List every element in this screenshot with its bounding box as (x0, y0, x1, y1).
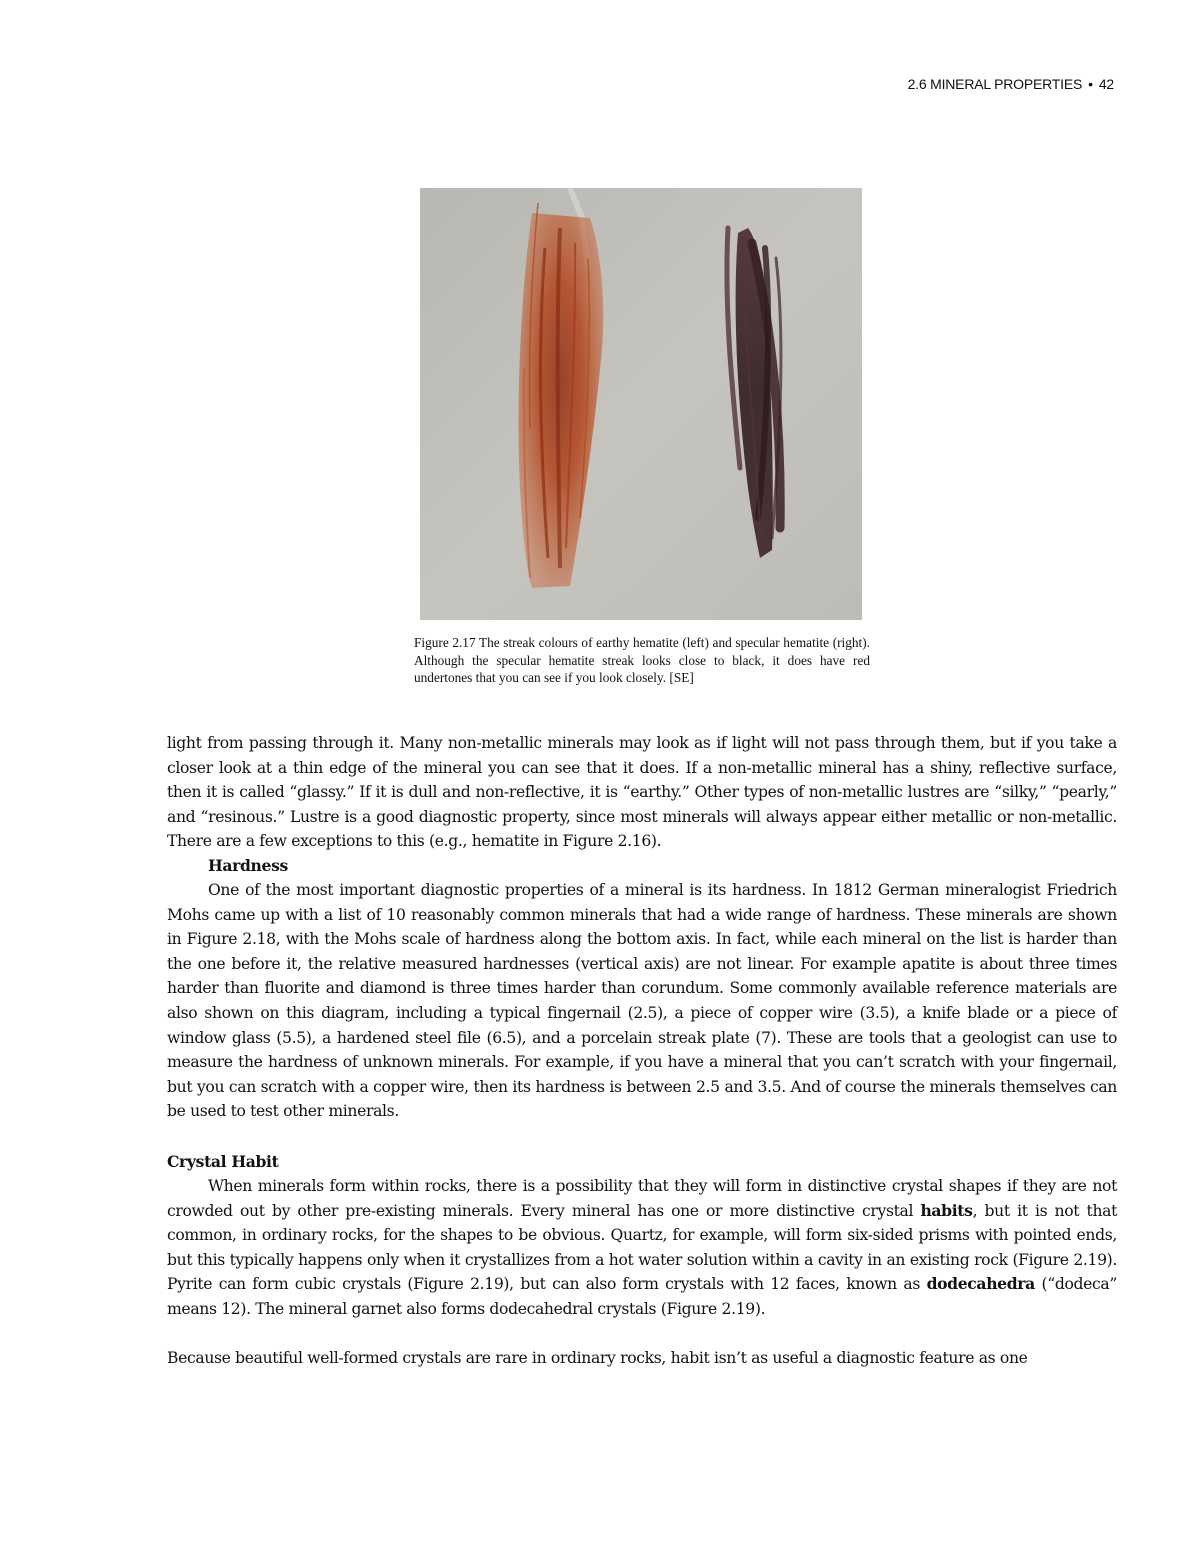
paragraph-hardness: One of the most important diagnostic properties of a mineral is its hardness. In 1812 German mineralogist Friedrich Mohs came up with a list of 10 reasonably common minerals that had a wide range of hardness. These minerals are shown in Figure 2.18, with the Mohs scale of hardness along the bottom axis. In fact, while each mineral on the list is harder than the one before it, the relative measured hardnesses (vertical axis) are not linear. For example apatite is about three times harder than fluorite and diamond is three times harder than corundum. Some commonly available reference materials are also shown on this diagram, including a typical fingernail (2.5), a piece of copper wire (3.5), a knife blade or a piece of window glass (5.5), a hardened steel file (6.5), and a porcelain streak plate (7). These are tools that a geologist can use to measure the hardness of unknown minerals. For example, if you have a mineral that you can’t scratch with your fingernail, but you can scratch with a copper wire, then its hardness is between 2.5 and 3.5. And of course the minerals themselves can be used to test other minerals. (167, 881, 1117, 1121)
heading-crystal-habit: Crystal Habit (167, 1152, 279, 1171)
figure-caption: Figure 2.17 The streak colours of earthy hematite (left) and specular hematite (right). Although the specular hematite streak looks close to black, it does have red undertones that you can see if you look closely. [SE] (414, 635, 870, 685)
streak-plate (420, 188, 862, 620)
running-header (908, 76, 1114, 92)
habit-text-1: When minerals form within rocks, there is a possibility that they will form in distinctive crystal shapes if they are not crowded out by other pre-existing minerals. Every mineral has one or more distinctive crystal (167, 1177, 1117, 1220)
paragraph-lustre: light from passing through it. Many non-metallic minerals may look as if light will not pass through them, but if you take a closer look at a thin edge of the mineral you can see that it does. If a non-metallic mineral has a shiny, reflective surface, then it is called “glassy.” If it is dull and non-reflective, it is “earthy.” Other types of non-metallic lustres are “silky,” “pearly,” and “resinous.” Lustre is a good diagnostic property, since most minerals will always appear either metallic or non-metallic. There are a few exceptions to this (e.g., hematite in Figure 2.16). (167, 734, 1117, 851)
page-number: 42 (1098, 76, 1114, 92)
heading-hardness: Hardness (208, 856, 288, 875)
streak-photo (420, 188, 862, 620)
section-title: 2.6 MINERAL PROPERTIES (907, 76, 1083, 92)
paragraph-crystal-habit (167, 1174, 1117, 1322)
header-separator: • (1088, 76, 1093, 92)
paragraph-closing: Because beautiful well-formed crystals are rare in ordinary rocks, habit isn’t as useful a diagnostic feature as one (167, 1349, 1028, 1367)
habit-text-3: (“dodeca” means 12). The mineral garnet also forms dodecahedral crystals (Figure 2.19). (167, 1275, 1117, 1318)
term-habits: habits (920, 1200, 973, 1220)
term-dodecahedra: dodecahedra (926, 1274, 1035, 1294)
streak-photo-drawing (420, 188, 862, 620)
habit-text-2: , but it is not that common, in ordinary rocks, for the shapes to be obvious. Quartz, for example, will form six-sided prisms with pointed ends, but this typically happens only when it crystallizes from a hot water solution within a cavity in an existing rock (Figure 2.19). Pyrite can form cubic crystals (Figure 2.19), but can also form crystals with 12 faces, known as (167, 1201, 1117, 1294)
